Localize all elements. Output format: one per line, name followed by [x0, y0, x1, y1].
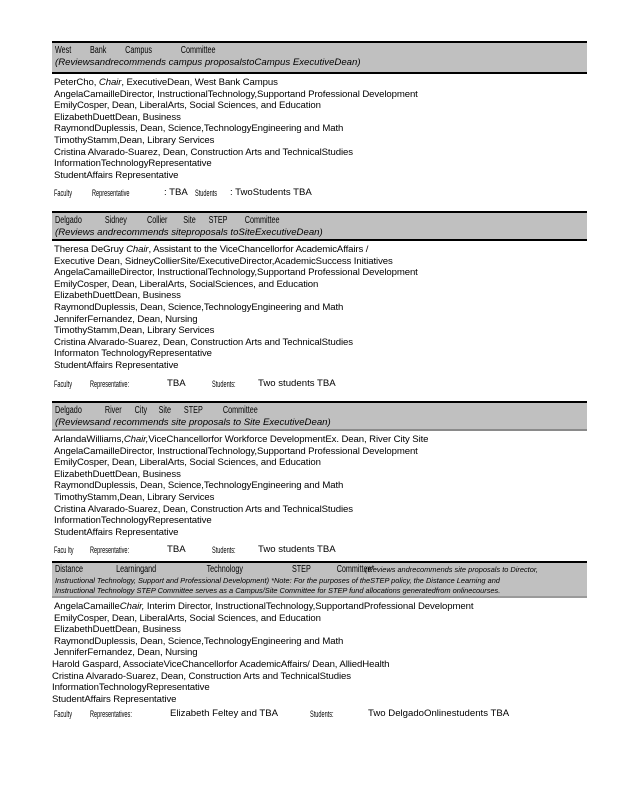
member: Cristina Alvarado-Suarez, Dean, Construction Arts and TechnicalStudies	[54, 146, 353, 158]
representatives-row	[52, 378, 587, 390]
faculty-value: Elizabeth Feltey and TBA	[170, 708, 279, 720]
title-word: Committee	[180, 45, 216, 56]
member-role: Chair	[126, 244, 149, 255]
title-word: Site	[158, 405, 171, 416]
member: TimothyStamm,Dean, Library Services	[54, 325, 215, 337]
title-word: West	[55, 45, 72, 56]
section-note: Instructional Technology STEP Committee serves as a Campus/Site Committee for STEP fund allocations generatedfrom onlinecourses.	[55, 586, 501, 595]
member: TimothyStamm,Dean, Library Services	[54, 134, 215, 146]
title-word: STEP	[291, 564, 311, 575]
member: InformationTechnologyRepresentative	[54, 515, 212, 527]
member: AngelaCamailleDirector, InstructionalTechnology,Supportand Professional Development	[54, 267, 418, 279]
section-title	[55, 564, 393, 576]
faculty-value: TBA	[167, 377, 186, 389]
title-word: Site	[183, 215, 196, 226]
section-header	[52, 41, 587, 74]
title-word: Delgado	[55, 405, 82, 416]
title-word: Distance	[55, 564, 84, 575]
member: ElizabethDuettDean, Business	[54, 290, 181, 302]
students-value: Two students TBA	[258, 544, 336, 556]
section-title	[55, 405, 436, 417]
member-name: ArlandaWilliams,	[54, 434, 124, 445]
faculty-label: Facu lty	[54, 545, 74, 556]
member: Cristina Alvarado-Suarez, Dean, Construction Arts and TechnicalStudies	[52, 670, 351, 682]
section-header	[52, 211, 587, 241]
students-label: Students:	[212, 545, 236, 556]
section-note: Instructional Technology, Support and Professional Development) *Note: For the purposes of theSTEP policy, the Distance Learning and	[55, 576, 500, 585]
representative-label: Representative:	[90, 545, 130, 556]
representatives-row	[52, 544, 587, 556]
member: InformationTechnologyRepresentative	[54, 158, 212, 170]
member: JenniferFernandez, Dean, Nursing	[54, 647, 198, 659]
member: ElizabethDuettDean, Business	[54, 624, 181, 636]
section-title	[55, 45, 436, 57]
member: StudentAffairs Representative	[54, 526, 179, 538]
students-value: : TwoStudents TBA	[230, 187, 312, 199]
member: TimothyStamm,Dean, Library Services	[54, 491, 215, 503]
faculty-label: Faculty	[54, 378, 72, 389]
member	[54, 434, 587, 446]
title-word: Collier	[147, 215, 168, 226]
title-word: Learningand	[116, 564, 157, 575]
title-word: City	[134, 405, 148, 416]
title-word: Technology	[206, 564, 243, 575]
title-word: Bank	[89, 45, 107, 56]
member	[54, 244, 587, 256]
title-word: STEP	[208, 215, 228, 226]
river-city-committee-section	[52, 401, 587, 556]
title-word: Sidney	[104, 215, 127, 226]
title-word: Committee*	[336, 564, 375, 575]
member: StudentAffairs Representative	[54, 359, 179, 371]
faculty-label: Faculty	[54, 188, 72, 199]
member: ElizabethDuettDean, Business	[54, 111, 181, 123]
member-list	[52, 74, 587, 181]
member: Cristina Alvarado-Suarez, Dean, Construction Arts and TechnicalStudies	[54, 503, 353, 515]
representative-label: Representatives:	[90, 709, 132, 720]
member: Informaton TechnologyRepresentative	[54, 348, 212, 360]
section-subtitle: (Reviews andrecommends siteproposals toSiteExecutiveDean)	[55, 227, 323, 238]
member-list	[52, 431, 587, 538]
member: RaymondDuplessis, Dean, Science,TechnologyEngineering and Math	[54, 480, 344, 492]
section-subtitle: (Reviews andrecommends site proposals to Director,	[365, 565, 538, 574]
member-role: Chair,	[123, 434, 149, 445]
member-list	[52, 241, 587, 372]
faculty-value: : TBA	[164, 187, 188, 199]
member: StudentAffairs Representative	[52, 693, 177, 705]
member: EmilyCosper, Dean, LiberalArts, Social Sciences, and Education	[54, 457, 321, 469]
member	[54, 77, 587, 89]
member-role: Chair	[98, 77, 122, 88]
students-value: Two students TBA	[258, 377, 336, 389]
member: AngelaCamailleDirector, InstructionalTechnology,Supportand Professional Development	[54, 445, 418, 457]
representatives-row	[52, 187, 587, 199]
distance-learning-committee-section	[52, 561, 587, 720]
section-subtitle: (Reviewsand recommends site proposals to Site ExecutiveDean)	[55, 417, 331, 428]
member-title: ViceChancellorfor Workforce DevelopmentEx. Dean, River City Site	[148, 434, 429, 445]
sidney-collier-committee-section	[52, 211, 587, 390]
member: Executive Dean, SidneyCollierSite/ExecutiveDirector,AcademicSuccess Initiatives	[54, 255, 393, 267]
students-label: Students:	[310, 709, 334, 720]
member: AngelaCamailleDirector, InstructionalTechnology,Supportand Professional Development	[54, 88, 418, 100]
member: StudentAffairs Representative	[54, 169, 179, 181]
west-bank-committee-section	[52, 41, 587, 199]
faculty-label: Faculty	[54, 709, 72, 720]
faculty-value: TBA	[167, 544, 186, 556]
students-value: Two DelgadoOnlinestudents TBA	[368, 708, 510, 720]
students-label: Students	[195, 188, 218, 199]
member: EmilyCosper, Dean, LiberalArts, Social Sciences, and Education	[54, 100, 321, 112]
section-subtitle: (Reviewsandrecommends campus proposalstoCampus ExecutiveDean)	[55, 57, 361, 68]
section-title	[55, 215, 436, 227]
member: InformationTechnologyRepresentative	[52, 682, 210, 694]
member: RaymondDuplessis, Dean, Science,TechnologyEngineering and Math	[54, 301, 344, 313]
member-name: AngelaCamaille	[54, 601, 120, 612]
representative-label: Representative:	[90, 378, 130, 389]
member: RaymondDuplessis, Dean, Science,TechnologyEngineering and Math	[54, 635, 344, 647]
representative-label: Representative	[92, 188, 130, 199]
member-list	[52, 598, 587, 705]
member: EmilyCosper, Dean, LiberalArts, SocialSciences, and Education	[54, 278, 319, 290]
title-word: STEP	[183, 405, 203, 416]
section-header	[52, 561, 587, 598]
member: Harold Gaspard, AssociateViceChancellorfor AcademicAffairs/ Dean, AlliedHealth	[52, 658, 390, 670]
member: RaymondDuplessis, Dean, Science,TechnologyEngineering and Math	[54, 123, 344, 135]
title-word: Committee	[244, 215, 280, 226]
member-title: , Assistant to the ViceChancellorfor AcademicAffairs /	[148, 244, 369, 255]
member-title: Interim Director, InstructionalTechnology,SupportandProfessional Development	[144, 601, 474, 612]
title-word: River	[104, 405, 122, 416]
section-title-row	[55, 565, 584, 576]
title-word: Delgado	[55, 215, 82, 226]
representatives-row	[52, 708, 587, 720]
title-word: Committee	[222, 405, 258, 416]
member: Cristina Alvarado-Suarez, Dean, Construction Arts and TechnicalStudies	[54, 336, 353, 348]
member	[54, 601, 587, 613]
member: JenniferFernandez, Dean, Nursing	[54, 313, 198, 325]
section-header	[52, 401, 587, 431]
member-role: Chair,	[119, 601, 145, 612]
member-name: Theresa DeGruy	[54, 244, 127, 255]
member: ElizabethDuettDean, Business	[54, 468, 181, 480]
students-label: Students:	[212, 378, 236, 389]
member: EmilyCosper, Dean, LiberalArts, Social Sciences, and Education	[54, 612, 321, 624]
member-title: , ExecutiveDean, West Bank Campus	[121, 77, 278, 88]
title-word: Campus	[125, 45, 152, 56]
member-name: PeterCho,	[54, 77, 99, 88]
